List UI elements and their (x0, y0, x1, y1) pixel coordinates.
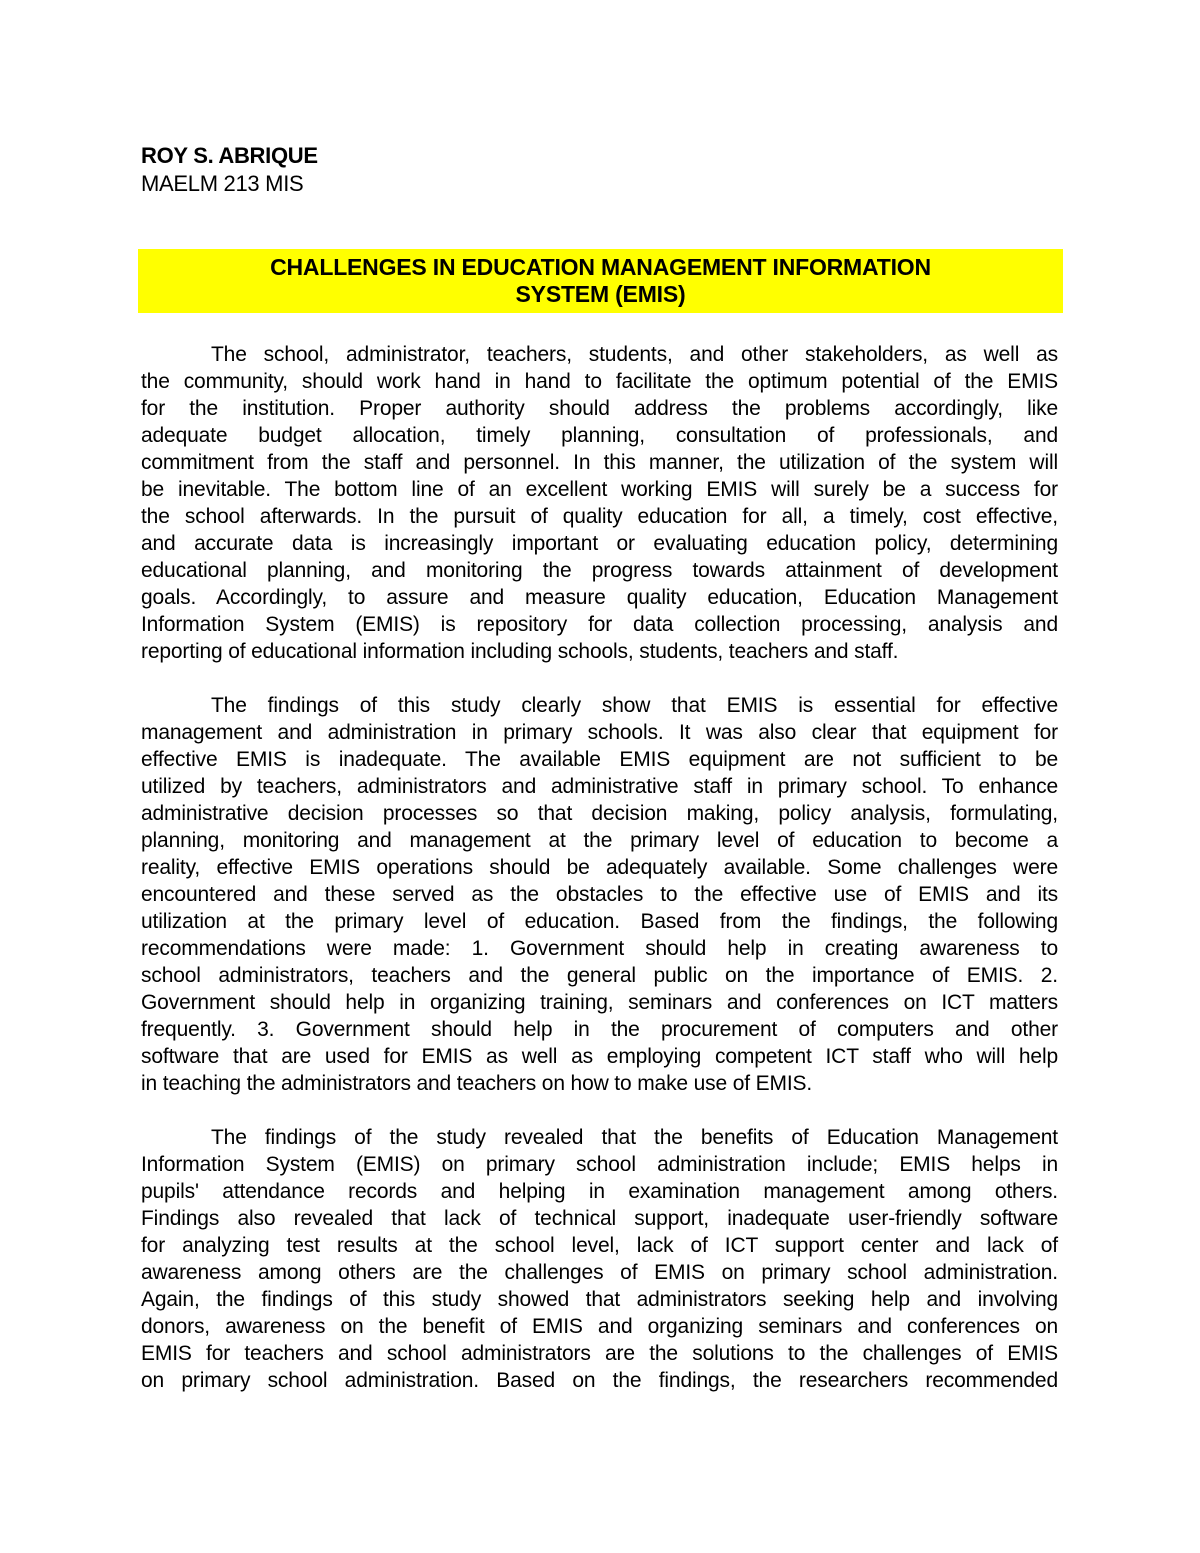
author-name: ROY S. ABRIQUE (141, 143, 318, 168)
paragraph-line: recommendations were made: 1. Government should help in creating awareness to (141, 937, 1058, 960)
paragraph-line: management and administration in primary schools. It was also clear that equipment for (141, 721, 1058, 744)
paragraph-line: awareness among others are the challenges of EMIS on primary school administration. (141, 1261, 1058, 1284)
title-highlight (138, 249, 1063, 313)
paragraph-line: utilization at the primary level of education. Based from the findings, the following (141, 910, 1058, 933)
paragraph-line: donors, awareness on the benefit of EMIS and organizing seminars and conferences on (141, 1315, 1058, 1338)
paragraph-line: Findings also revealed that lack of technical support, inadequate user-friendly software (141, 1207, 1058, 1230)
paragraph-line: encountered and these served as the obstacles to the effective use of EMIS and its (141, 883, 1058, 906)
paragraph-line: frequently. 3. Government should help in the procurement of computers and other (141, 1018, 1058, 1041)
paragraph-line: the community, should work hand in hand to facilitate the optimum potential of the EMIS (141, 370, 1058, 393)
paragraph-line: The findings of this study clearly show that EMIS is essential for effective (211, 694, 1058, 717)
paragraph-line: school administrators, teachers and the general public on the importance of EMIS. 2. (141, 964, 1058, 987)
paragraph-line: and accurate data is increasingly important or evaluating education policy, determining (141, 532, 1058, 555)
paragraph-line: for analyzing test results at the school level, lack of ICT support center and lack of (141, 1234, 1058, 1257)
paragraph-line: administrative decision processes so that decision making, policy analysis, formulating, (141, 802, 1058, 825)
paragraph-line: be inevitable. The bottom line of an excellent working EMIS will surely be a success for (141, 478, 1058, 501)
paragraph-line: commitment from the staff and personnel. In this manner, the utilization of the system will (141, 451, 1058, 474)
paragraph-line: Again, the findings of this study showed that administrators seeking help and involving (141, 1288, 1058, 1311)
paragraph-line: educational planning, and monitoring the progress towards attainment of development (141, 559, 1058, 582)
paragraph-line: planning, monitoring and management at the primary level of education to become a (141, 829, 1058, 852)
paragraph-line: for the institution. Proper authority should address the problems accordingly, like (141, 397, 1058, 420)
paragraph-line: The findings of the study revealed that the benefits of Education Management (211, 1126, 1058, 1149)
paragraph-line: effective EMIS is inadequate. The available EMIS equipment are not sufficient to be (141, 748, 1058, 771)
paragraph-line: Information System (EMIS) on primary school administration include; EMIS helps in (141, 1153, 1058, 1176)
paragraph-line: in teaching the administrators and teachers on how to make use of EMIS. (141, 1072, 813, 1095)
paragraph-line: goals. Accordingly, to assure and measure quality education, Education Management (141, 586, 1058, 609)
paragraph-line: software that are used for EMIS as well as employing competent ICT staff who will help (141, 1045, 1058, 1068)
paragraph-line: reporting of educational information including schools, students, teachers and staff. (141, 640, 899, 663)
course-code: MAELM 213 MIS (141, 171, 304, 196)
paragraph-line: reality, effective EMIS operations should be adequately available. Some challenges were (141, 856, 1058, 879)
paragraph-line: pupils' attendance records and helping in examination management among others. (141, 1180, 1058, 1203)
paragraph-line: adequate budget allocation, timely planning, consultation of professionals, and (141, 424, 1058, 447)
paragraph-line: The school, administrator, teachers, students, and other stakeholders, as well as (211, 343, 1058, 366)
paragraph-line: utilized by teachers, administrators and administrative staff in primary school. To enhance (141, 775, 1058, 798)
document-title-line-2: SYSTEM (EMIS) (515, 281, 686, 307)
paragraph-line: the school afterwards. In the pursuit of quality education for all, a timely, cost effective, (141, 505, 1058, 528)
paragraph-line: on primary school administration. Based on the findings, the researchers recommended (141, 1369, 1058, 1392)
document-title-line-1: CHALLENGES IN EDUCATION MANAGEMENT INFORMATION (270, 254, 931, 280)
paragraph-line: Government should help in organizing training, seminars and conferences on ICT matters (141, 991, 1058, 1014)
paragraph-line: Information System (EMIS) is repository for data collection processing, analysis and (141, 613, 1058, 636)
paragraph-line: EMIS for teachers and school administrators are the solutions to the challenges of EMIS (141, 1342, 1058, 1365)
